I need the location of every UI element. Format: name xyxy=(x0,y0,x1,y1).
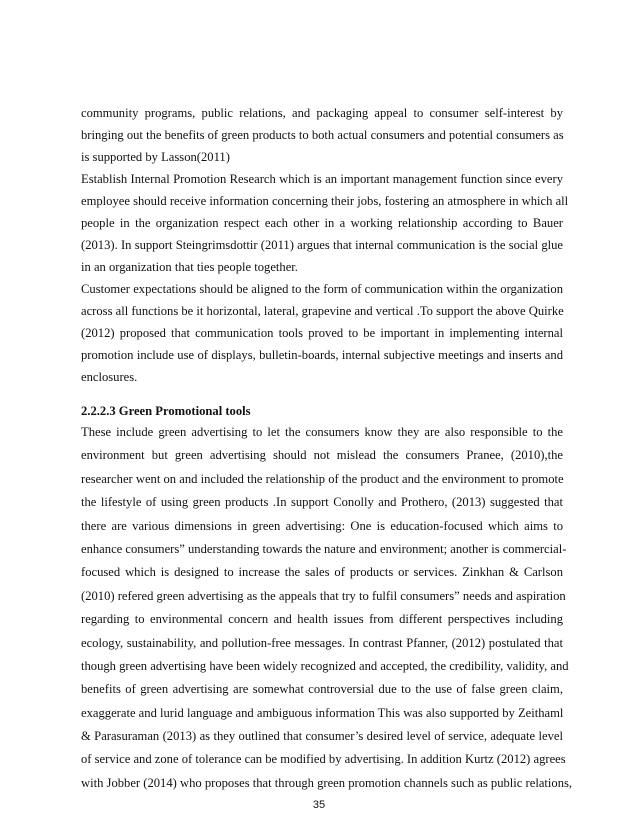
text-line: researcher went on and included the relationship of the product and the environment to promote xyxy=(81,471,564,486)
text-line: environment but green advertising should not mislead the consumers Pranee, (2010),the xyxy=(81,448,563,463)
page-number: 35 xyxy=(312,799,326,811)
text-line: the lifestyle of using green products .In support Conolly and Prothero, (2013) suggested that xyxy=(81,495,563,510)
text-line: of service and zone of tolerance can be modified by advertising. In addition Kurtz (2012) agrees xyxy=(81,752,566,767)
text-line: These include green advertising to let the consumers know they are also responsible to the xyxy=(81,425,563,439)
text-line: regarding to environmental concern and health issues from different perspectives including xyxy=(81,612,563,627)
text-line: (2013). In support Steingrimsdottir (2011) argues that internal communication is the social glue xyxy=(81,238,563,252)
text-line: exaggerate and lurid language and ambiguous information This was also supported by Zeithaml xyxy=(81,705,564,720)
text-line: (2010) refered green advertising as the appeals that try to fulfil consumers” needs and aspiration xyxy=(81,588,566,603)
text-line: bringing out the benefits of green products to both actual consumers and potential consumers as xyxy=(81,128,564,142)
text-line: there are various dimensions in green advertising: One is education-focused which aims to xyxy=(81,518,563,533)
text-line: ecology, sustainability, and pollution-free messages. In contrast Pfanner, (2012) postulated that xyxy=(81,635,563,650)
text-line: benefits of green advertising are somewhat controversial due to the use of false green claim, xyxy=(81,682,563,697)
text-line: enhance consumers” understanding towards the nature and environment; another is commercial- xyxy=(81,541,567,556)
text-line: Customer expectations should be aligned to the form of communication within the organization xyxy=(81,282,563,296)
text-line: though green advertising have been widely recognized and accepted, the credibility, validity, and xyxy=(81,658,569,673)
text-line: across all functions be it horizontal, lateral, grapevine and vertical .To support the above Quirke xyxy=(81,304,564,318)
section-paragraph xyxy=(81,421,573,795)
text-line: Establish Internal Promotion Research which is an important management function since every xyxy=(81,172,563,186)
text-line: is supported by Lasson(2011) xyxy=(81,150,230,164)
text-line: people in the organization respect each other in a working relationship according to Bauer xyxy=(81,216,563,230)
text-line: employee should receive information concerning their jobs, fostering an atmosphere in which all xyxy=(81,194,569,208)
text-line: community programs, public relations, and packaging appeal to consumer self-interest by xyxy=(81,106,563,120)
text-line: with Jobber (2014) who proposes that through green promotion channels such as public relations, xyxy=(81,775,573,790)
text-line: & Parasuraman (2013) as they outlined that consumer’s desired level of service, adequate level xyxy=(81,729,563,744)
section-heading: 2.2.2.3 Green Promotional tools xyxy=(81,404,251,418)
text-line: focused which is designed to increase the sales of products or services. Zinkhan & Carlson xyxy=(81,565,563,580)
text-line: promotion include use of displays, bulletin-boards, internal subjective meetings and inserts and xyxy=(81,348,563,362)
text-line: enclosures. xyxy=(81,370,138,384)
text-line: (2012) proposed that communication tools proved to be important in implementing internal xyxy=(81,326,563,340)
body-text-top xyxy=(81,102,569,388)
text-line: in an organization that ties people together. xyxy=(81,260,298,274)
